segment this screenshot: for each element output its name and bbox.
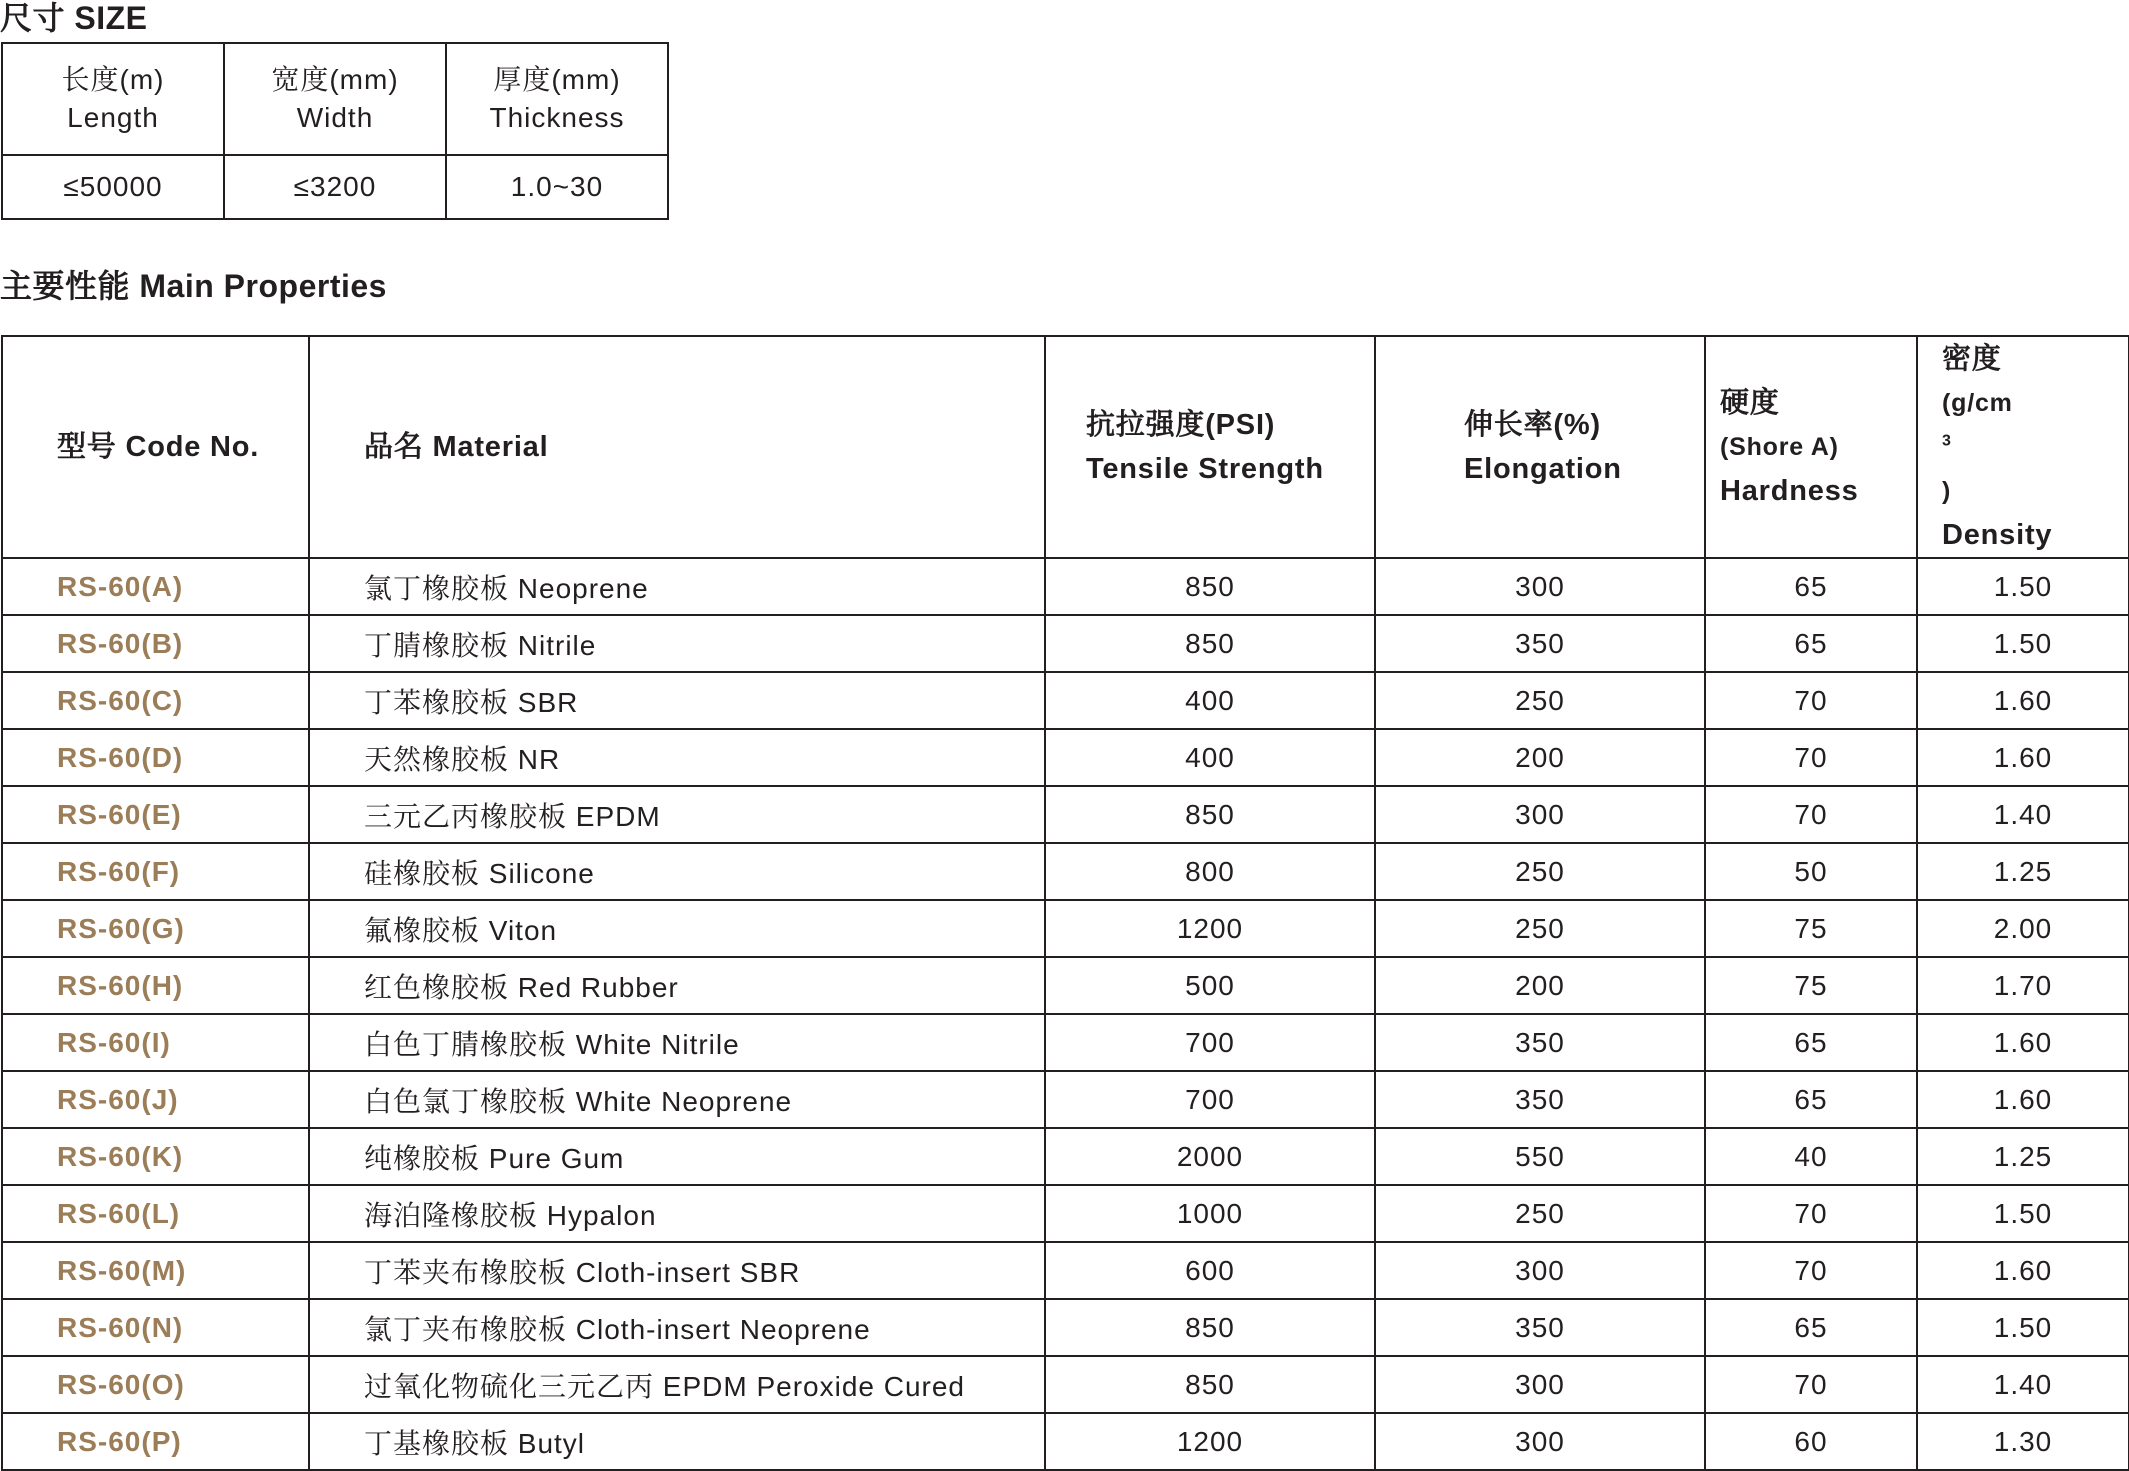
- table-row: [2, 615, 2129, 672]
- hardness-cell: 70: [1705, 729, 1917, 786]
- table-row: [2, 1299, 2129, 1356]
- hardness-cell: 65: [1705, 558, 1917, 615]
- code-cell: RS-60(F): [2, 843, 309, 900]
- elongation-cell: 200: [1375, 957, 1705, 1014]
- material-cell: 丁苯夹布橡胶板 Cloth-insert SBR: [309, 1242, 1045, 1299]
- size-header-length-en: Length: [67, 102, 159, 133]
- tensile-cell: 700: [1045, 1014, 1375, 1071]
- header-density-sup: 3: [1942, 432, 1952, 450]
- material-cell: 氯丁夹布橡胶板 Cloth-insert Neoprene: [309, 1299, 1045, 1356]
- size-value-width: ≤3200: [224, 155, 446, 219]
- header-tensile-en: Tensile Strength: [1086, 453, 1324, 485]
- tensile-cell: 850: [1045, 1356, 1375, 1413]
- hardness-cell: 75: [1705, 900, 1917, 957]
- table-row: [2, 1071, 2129, 1128]
- elongation-cell: 250: [1375, 672, 1705, 729]
- material-cell: 天然橡胶板 NR: [309, 729, 1045, 786]
- material-cell: 氯丁橡胶板 Neoprene: [309, 558, 1045, 615]
- header-hardness-cn: 硬度: [1720, 387, 1780, 419]
- hardness-cell: 65: [1705, 1014, 1917, 1071]
- code-cell: RS-60(B): [2, 615, 309, 672]
- material-cell: 丁腈橡胶板 Nitrile: [309, 615, 1045, 672]
- code-cell: RS-60(L): [2, 1185, 309, 1242]
- density-cell: 1.60: [1917, 672, 2129, 729]
- table-row: [2, 1242, 2129, 1299]
- size-header-thickness: [446, 43, 668, 155]
- code-cell: RS-60(N): [2, 1299, 309, 1356]
- material-cell: 丁苯橡胶板 SBR: [309, 672, 1045, 729]
- header-tensile-cn: 抗拉强度(PSI): [1086, 409, 1276, 441]
- density-cell: 1.60: [1917, 1071, 2129, 1128]
- material-cell: 白色氯丁橡胶板 White Neoprene: [309, 1071, 1045, 1128]
- header-elongation: [1375, 336, 1705, 558]
- hardness-cell: 70: [1705, 1356, 1917, 1413]
- tensile-cell: 1000: [1045, 1185, 1375, 1242]
- table-row: [2, 1128, 2129, 1185]
- table-row: [2, 786, 2129, 843]
- table-row: [2, 1356, 2129, 1413]
- code-cell: RS-60(G): [2, 900, 309, 957]
- header-density: [1917, 336, 2129, 558]
- header-density-close: ): [1942, 477, 1952, 505]
- elongation-cell: 350: [1375, 1071, 1705, 1128]
- header-hardness-unit: (Shore A): [1720, 433, 1839, 461]
- hardness-cell: 40: [1705, 1128, 1917, 1185]
- material-cell: 氟橡胶板 Viton: [309, 900, 1045, 957]
- hardness-cell: 50: [1705, 843, 1917, 900]
- material-cell: 硅橡胶板 Silicone: [309, 843, 1045, 900]
- table-row: [2, 1185, 2129, 1242]
- hardness-cell: 75: [1705, 957, 1917, 1014]
- header-elongation-cn: 伸长率(%): [1464, 409, 1601, 441]
- size-header-thickness-en: Thickness: [489, 102, 625, 133]
- density-cell: 1.40: [1917, 786, 2129, 843]
- density-cell: 1.25: [1917, 843, 2129, 900]
- elongation-cell: 300: [1375, 786, 1705, 843]
- code-cell: RS-60(H): [2, 957, 309, 1014]
- hardness-cell: 70: [1705, 1185, 1917, 1242]
- size-header-thickness-cn: 厚度(mm): [493, 64, 621, 95]
- header-elongation-en: Elongation: [1464, 453, 1622, 485]
- size-header-length: [2, 43, 224, 155]
- code-cell: RS-60(M): [2, 1242, 309, 1299]
- tensile-cell: 850: [1045, 786, 1375, 843]
- tensile-cell: 500: [1045, 957, 1375, 1014]
- hardness-cell: 60: [1705, 1413, 1917, 1470]
- header-density-unit: (g/cm: [1942, 389, 2013, 417]
- table-row: [2, 900, 2129, 957]
- code-cell: RS-60(K): [2, 1128, 309, 1185]
- size-value-row: [2, 155, 668, 219]
- header-code: 型号 Code No.: [2, 336, 309, 558]
- code-cell: RS-60(C): [2, 672, 309, 729]
- tensile-cell: 400: [1045, 672, 1375, 729]
- header-hardness: [1705, 336, 1917, 558]
- properties-table: [1, 335, 2129, 1471]
- material-cell: 过氧化物硫化三元乙丙 EPDM Peroxide Cured: [309, 1356, 1045, 1413]
- elongation-cell: 300: [1375, 1356, 1705, 1413]
- density-cell: 1.40: [1917, 1356, 2129, 1413]
- table-row: [2, 843, 2129, 900]
- density-cell: 1.60: [1917, 1242, 2129, 1299]
- material-cell: 三元乙丙橡胶板 EPDM: [309, 786, 1045, 843]
- tensile-cell: 600: [1045, 1242, 1375, 1299]
- size-value-length: ≤50000: [2, 155, 224, 219]
- code-cell: RS-60(P): [2, 1413, 309, 1470]
- hardness-cell: 65: [1705, 615, 1917, 672]
- hardness-cell: 70: [1705, 786, 1917, 843]
- density-cell: 1.50: [1917, 615, 2129, 672]
- header-material: 品名 Material: [309, 336, 1045, 558]
- code-cell: RS-60(O): [2, 1356, 309, 1413]
- tensile-cell: 850: [1045, 615, 1375, 672]
- header-hardness-top: [1720, 381, 1916, 469]
- tensile-cell: 2000: [1045, 1128, 1375, 1185]
- hardness-cell: 65: [1705, 1299, 1917, 1356]
- density-cell: 1.50: [1917, 1299, 2129, 1356]
- density-cell: 2.00: [1917, 900, 2129, 957]
- tensile-cell: 400: [1045, 729, 1375, 786]
- elongation-cell: 200: [1375, 729, 1705, 786]
- elongation-cell: 350: [1375, 1014, 1705, 1071]
- hardness-cell: 70: [1705, 672, 1917, 729]
- table-row: [2, 672, 2129, 729]
- table-row: [2, 729, 2129, 786]
- material-cell: 白色丁腈橡胶板 White Nitrile: [309, 1014, 1045, 1071]
- elongation-cell: 300: [1375, 1413, 1705, 1470]
- hardness-cell: 65: [1705, 1071, 1917, 1128]
- density-cell: 1.50: [1917, 1185, 2129, 1242]
- elongation-cell: 550: [1375, 1128, 1705, 1185]
- properties-section-title: 主要性能 Main Properties: [0, 268, 387, 304]
- hardness-cell: 70: [1705, 1242, 1917, 1299]
- density-cell: 1.70: [1917, 957, 2129, 1014]
- code-cell: RS-60(D): [2, 729, 309, 786]
- elongation-cell: 250: [1375, 843, 1705, 900]
- elongation-cell: 300: [1375, 558, 1705, 615]
- size-header-width-en: Width: [296, 102, 374, 133]
- size-table: [1, 42, 669, 220]
- code-cell: RS-60(A): [2, 558, 309, 615]
- properties-header-row: [2, 336, 2129, 558]
- header-density-cn: 密度: [1942, 343, 2002, 375]
- size-header-row: [2, 43, 668, 155]
- tensile-cell: 850: [1045, 1299, 1375, 1356]
- elongation-cell: 250: [1375, 900, 1705, 957]
- table-row: [2, 957, 2129, 1014]
- density-cell: 1.25: [1917, 1128, 2129, 1185]
- tensile-cell: 1200: [1045, 1413, 1375, 1470]
- header-density-top: [1942, 337, 2128, 513]
- tensile-cell: 850: [1045, 558, 1375, 615]
- elongation-cell: 250: [1375, 1185, 1705, 1242]
- tensile-cell: 1200: [1045, 900, 1375, 957]
- header-hardness-en: Hardness: [1720, 475, 1859, 507]
- material-cell: 丁基橡胶板 Butyl: [309, 1413, 1045, 1470]
- header-tensile: [1045, 336, 1375, 558]
- table-row: [2, 558, 2129, 615]
- material-cell: 海泊隆橡胶板 Hypalon: [309, 1185, 1045, 1242]
- table-row: [2, 1413, 2129, 1470]
- elongation-cell: 350: [1375, 615, 1705, 672]
- size-header-width-cn: 宽度(mm): [271, 64, 399, 95]
- size-value-thickness: 1.0~30: [446, 155, 668, 219]
- table-row: [2, 1014, 2129, 1071]
- density-cell: 1.50: [1917, 558, 2129, 615]
- size-header-length-cn: 长度(m): [61, 64, 165, 95]
- elongation-cell: 300: [1375, 1242, 1705, 1299]
- density-cell: 1.30: [1917, 1413, 2129, 1470]
- material-cell: 红色橡胶板 Red Rubber: [309, 957, 1045, 1014]
- code-cell: RS-60(I): [2, 1014, 309, 1071]
- density-cell: 1.60: [1917, 1014, 2129, 1071]
- material-cell: 纯橡胶板 Pure Gum: [309, 1128, 1045, 1185]
- code-cell: RS-60(E): [2, 786, 309, 843]
- properties-body: [2, 558, 2129, 1470]
- density-cell: 1.60: [1917, 729, 2129, 786]
- code-cell: RS-60(J): [2, 1071, 309, 1128]
- size-section-title: 尺寸 SIZE: [0, 0, 148, 36]
- header-density-en: Density: [1942, 519, 2053, 551]
- tensile-cell: 700: [1045, 1071, 1375, 1128]
- elongation-cell: 350: [1375, 1299, 1705, 1356]
- tensile-cell: 800: [1045, 843, 1375, 900]
- size-header-width: [224, 43, 446, 155]
